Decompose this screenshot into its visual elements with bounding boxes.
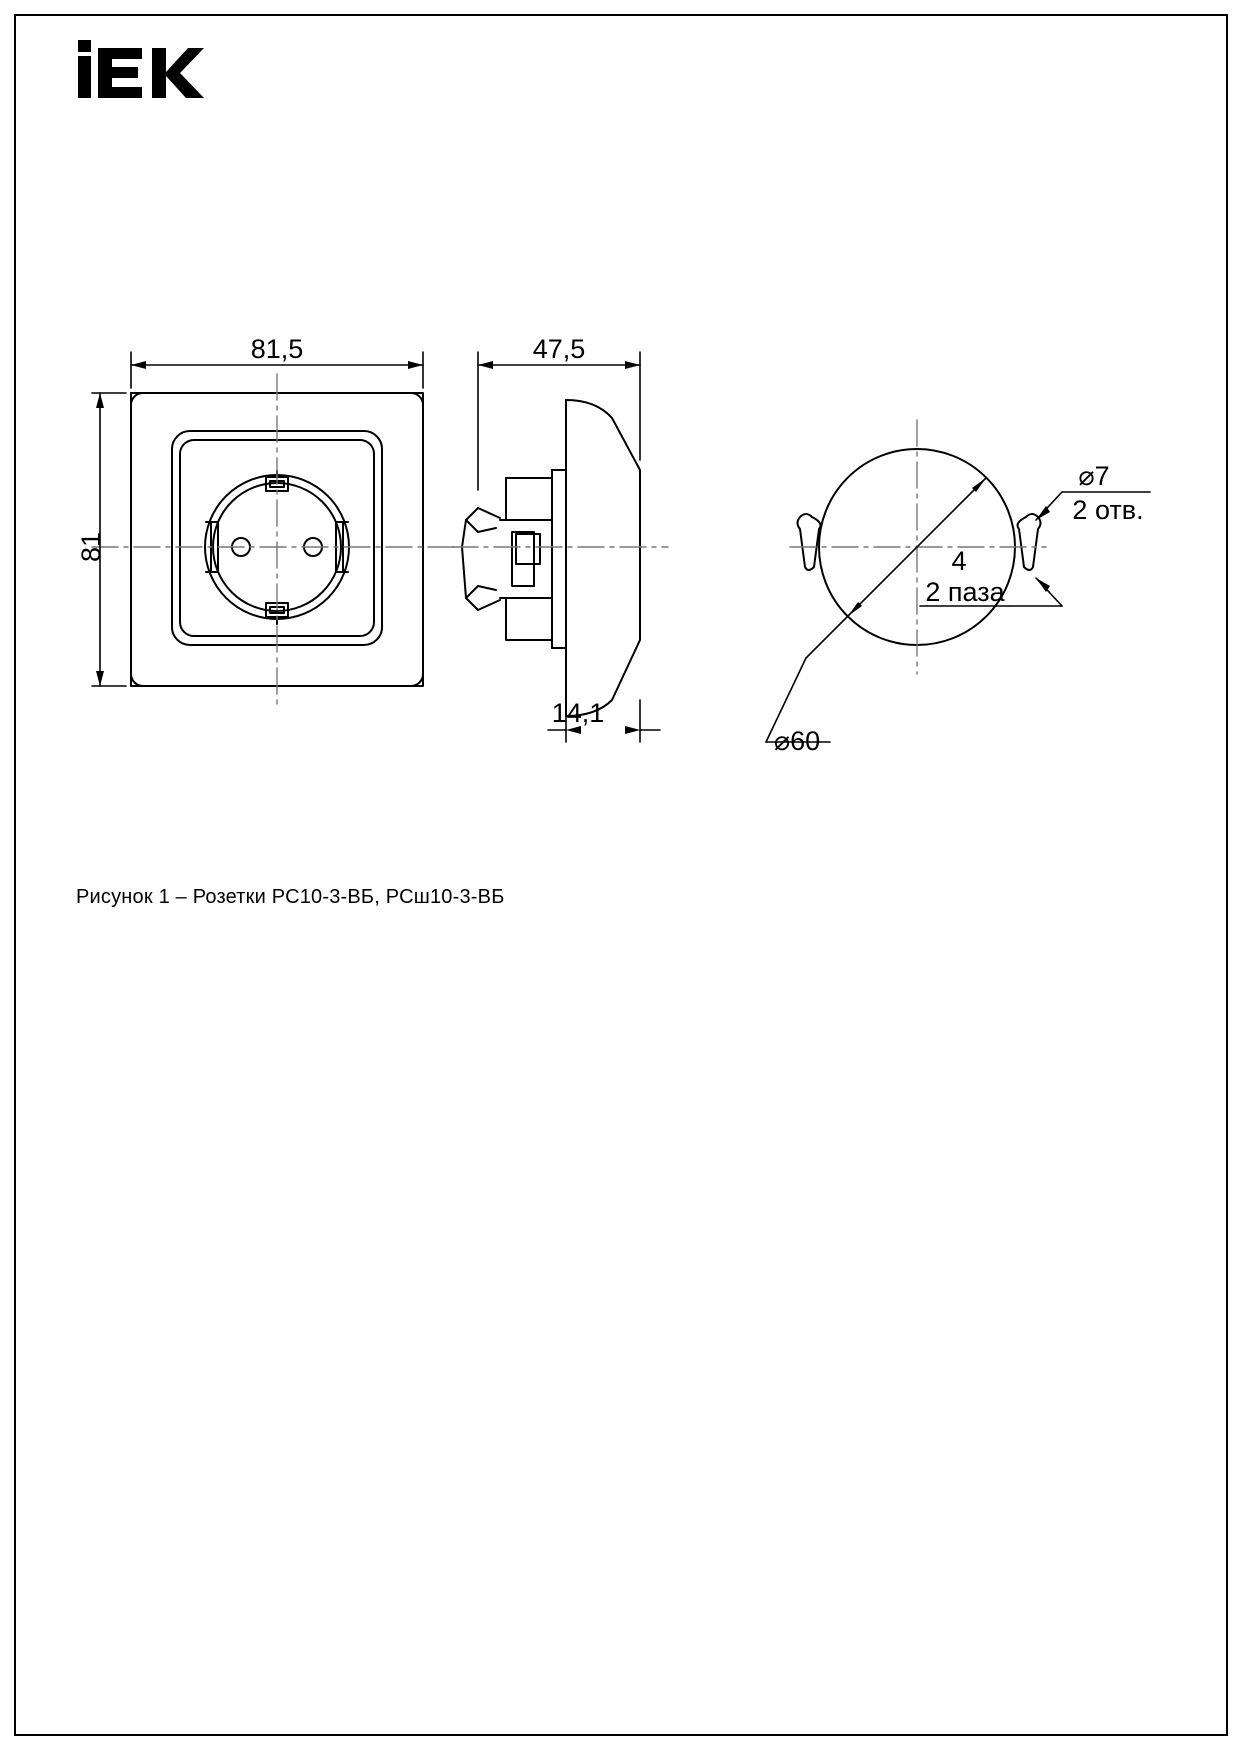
dim-width-label: 81,5 — [250, 334, 304, 364]
dim-hole-diameter-label: ⌀7 — [1078, 461, 1110, 491]
front-view-centerlines — [92, 374, 455, 710]
dim-hole-count-label: 2 отв. — [1072, 495, 1144, 525]
dim-slot-width-label: 4 — [951, 546, 967, 576]
figure-caption: Рисунок 1 – Розетки РС10-3-ВБ, РСш10-3-ВБ — [76, 886, 505, 908]
dim-front-thickness-label: 14,1 — [551, 698, 605, 728]
side-view — [462, 400, 640, 716]
dim-depth-label: 47,5 — [532, 334, 586, 364]
dim-slot-count-label: 2 паза — [925, 577, 1005, 607]
dim-height-label: 81 — [76, 531, 106, 563]
dim-circle-diameter-label: ⌀60 — [773, 726, 821, 756]
